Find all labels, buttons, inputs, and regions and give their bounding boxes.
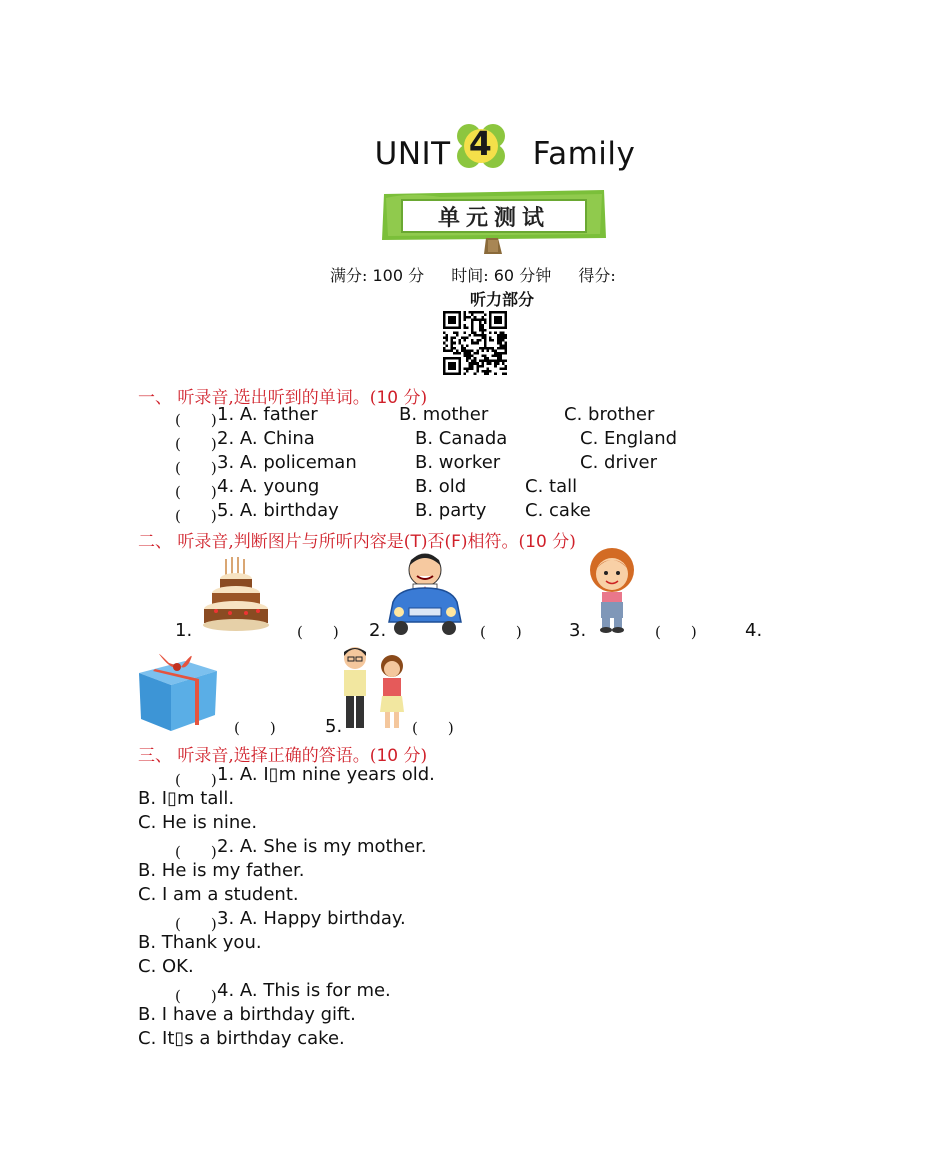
picture-2-answer-blank[interactable]: ( ) <box>480 623 522 641</box>
qr-code-icon[interactable] <box>443 311 507 375</box>
section-3-item-2: 2. A. She is my mother. <box>217 836 427 857</box>
girl-icon <box>587 546 637 634</box>
option-c: C. tall <box>525 476 578 497</box>
unit-number-badge <box>455 122 507 170</box>
picture-5-answer-blank[interactable]: ( ) <box>412 719 454 737</box>
section-1-item-5: 5. A. birthday <box>217 500 339 521</box>
option-c: C. OK. <box>138 956 194 977</box>
man-and-woman-icon <box>340 644 410 734</box>
picture-2-label: 2. <box>369 620 387 641</box>
section-3-answer-blank[interactable]: ( ) <box>175 843 217 861</box>
full-marks-value: 100 <box>372 266 404 285</box>
option-b: B. old <box>415 476 467 497</box>
option-a: A. I▯m nine years old. <box>239 764 435 785</box>
full-marks-unit: 分 <box>408 266 425 285</box>
listening-part-title: 听力部分 <box>470 290 535 309</box>
option-a: A. young <box>239 476 320 497</box>
banner-text: 单元测试 <box>437 206 550 231</box>
option-a: A. Happy birthday. <box>239 908 406 929</box>
option-c: C. I am a student. <box>138 884 299 905</box>
option-a: A. policeman <box>239 452 357 473</box>
section-1-item-2: 2. A. China <box>217 428 315 449</box>
option-b: B. Thank you. <box>138 932 262 953</box>
section-3-answer-blank[interactable]: ( ) <box>175 987 217 1005</box>
picture-1-label: 1. <box>175 620 193 641</box>
option-c: C. He is nine. <box>138 812 258 833</box>
option-c: C. driver <box>580 452 657 473</box>
section-3-title: 三、 听录音,选择正确的答语。(10 分) <box>138 746 428 766</box>
picture-5-label: 5. <box>325 716 343 737</box>
picture-1-answer-blank[interactable]: ( ) <box>297 623 339 641</box>
section-1-answer-blank[interactable]: ( ) <box>175 435 217 453</box>
section-1-title: 一、 听录音,选出听到的单词。(10 分) <box>138 388 428 408</box>
option-b: B. I▯m tall. <box>138 788 235 809</box>
option-a: A. China <box>239 428 315 449</box>
option-a: A. She is my mother. <box>239 836 427 857</box>
option-b: B. party <box>415 500 487 521</box>
picture-3-label: 3. <box>569 620 587 641</box>
section-1-answer-blank[interactable]: ( ) <box>175 459 217 477</box>
gift-box-icon <box>137 645 219 733</box>
option-a: A. birthday <box>239 500 339 521</box>
section-3-item-1: 1. A. I▯m nine years old. <box>217 764 435 785</box>
section-1-item-4: 4. A. young <box>217 476 320 497</box>
unit-title <box>0 124 950 178</box>
option-c: C. It▯s a birthday cake. <box>138 1028 345 1049</box>
picture-4-answer-blank[interactable]: ( ) <box>234 719 276 737</box>
time-value: 60 <box>493 266 515 285</box>
section-1-item-1: 1. A. father <box>217 404 318 425</box>
unit-word: UNIT <box>374 136 451 172</box>
time-unit: 分钟 <box>519 266 552 285</box>
option-c: C. England <box>580 428 678 449</box>
birthday-cake-icon <box>202 553 270 633</box>
section-3-item-4: 4. A. This is for me. <box>217 980 391 1001</box>
score-label: 得分: <box>578 266 616 285</box>
time-label: 时间: <box>451 266 489 285</box>
option-a: A. This is for me. <box>239 980 391 1001</box>
unit-name: Family <box>532 136 636 172</box>
option-a: A. father <box>239 404 318 425</box>
unit-number: 4 <box>468 124 493 163</box>
section-1-item-3: 3. A. policeman <box>217 452 357 473</box>
option-b: B. mother <box>399 404 489 425</box>
picture-3-answer-blank[interactable]: ( ) <box>655 623 697 641</box>
exam-info <box>330 263 616 286</box>
section-1-answer-blank[interactable]: ( ) <box>175 507 217 525</box>
man-driving-car-icon <box>385 548 465 636</box>
unit-test-banner <box>380 188 608 254</box>
option-b: B. He is my father. <box>138 860 305 881</box>
option-b: B. I have a birthday gift. <box>138 1004 356 1025</box>
option-c: C. cake <box>525 500 591 521</box>
option-b: B. worker <box>415 452 501 473</box>
option-c: C. brother <box>564 404 655 425</box>
option-b: B. Canada <box>415 428 508 449</box>
section-2-title: 二、 听录音,判断图片与所听内容是(T)否(F)相符。(10 分) <box>138 532 576 552</box>
section-3-answer-blank[interactable]: ( ) <box>175 915 217 933</box>
section-1-answer-blank[interactable]: ( ) <box>175 411 217 429</box>
section-3-item-3: 3. A. Happy birthday. <box>217 908 406 929</box>
full-marks-label: 满分: <box>330 266 368 285</box>
section-1-answer-blank[interactable]: ( ) <box>175 483 217 501</box>
section-3-answer-blank[interactable]: ( ) <box>175 771 217 789</box>
picture-4-label: 4. <box>745 620 763 641</box>
